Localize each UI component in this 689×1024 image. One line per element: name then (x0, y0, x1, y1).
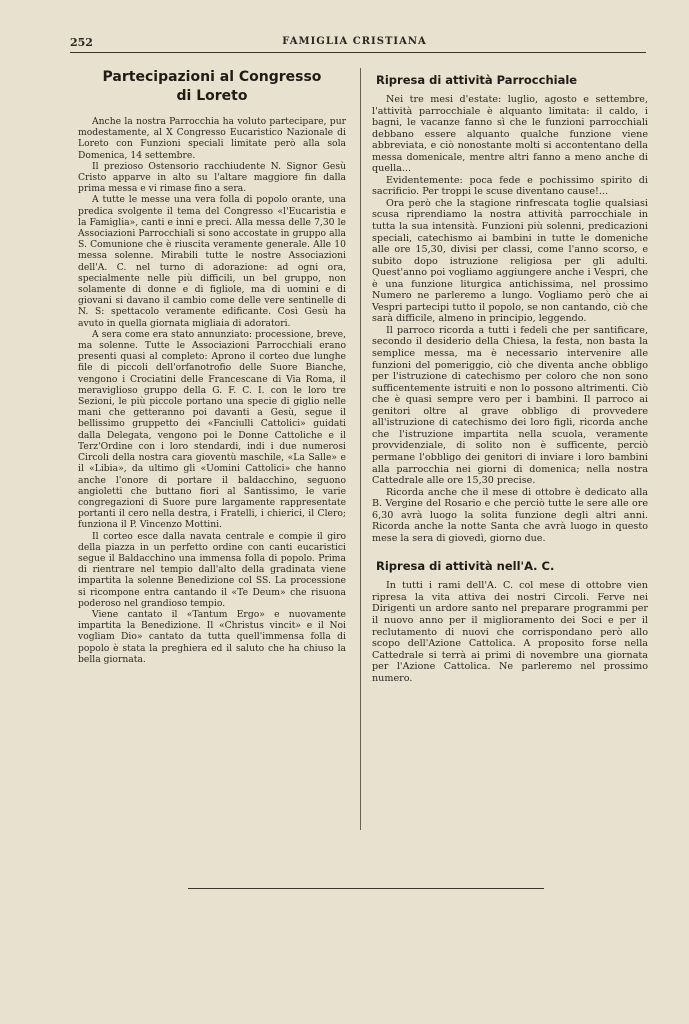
paragraph: Evidentemente: poca fede e pochissimo spirito di sacrificio. Per troppi le scuse diventano cause!... (372, 174, 648, 198)
bottom-divider (188, 888, 544, 889)
paragraph: Ricorda anche che il mese di ottobre è dedicato alla B. Vergine del Rosario e che perciò tutte le sere alle ore 6,30 avrà luogo la solita funzione degli altri anni. Ricorda anche la notte Santa che avrà luogo in questo mese la sera di giovedì, giorno due. (372, 486, 648, 544)
magazine-title: FAMIGLIA CRISTIANA (282, 36, 427, 47)
paragraph: A tutte le messe una vera folla di popolo orante, una predica svolgente il tema del Congresso «l'Eucaristia e la Famiglia», canti e inni e preci. Alla messa delle 7,30 le Associazioni Parrocchiali si sono accostate in gruppo alla S. Comunione che è riuscita veramente generale. Alle 10 messa solenne. Mirabili tutte le nostre Associazioni dell'A. C. nel turno di adorazione: ad ogni ora, specialmente nelle più difficili, un bel gruppo, non solamente di donne e di figliole, ma di uomini e di giovani si davano il cambio come delle vere sentinelle di N. S: spettacolo veramente edificante. Così Gesù ha avuto in quella giornata migliaia di adoratori. (78, 194, 346, 329)
paragraph: Il corteo esce dalla navata centrale e compie il giro della piazza in un perfetto ordine con canti eucaristici segue il Baldacchino una immensa folla di popolo. Prima di rientrare nel tempio dall'alto della gradinata viene impartita la solenne Benedizione col SS. La processione si ricompone entra cantando il «Te Deum» che risuona poderoso nel grandioso tempio. (78, 530, 346, 609)
section-title-catholic-action: Ripresa di attività nell'A. C. (376, 559, 555, 574)
paragraph: In tutti i rami dell'A. C. col mese di ottobre vien ripresa la vita attiva dei nostri Circoli. Ferve nei Dirigenti un ardore santo nel preparare programmi per il nuovo anno per il miglioramento dei Soci e per il reclutamento di nuovi che corrispondano però allo scopo dell'Azione Cattolica. A proposito forse nella Cattedrale si terrà ai primi di novembre una giornata per l'Azione Cattolica. Ne parleremo nel prossimo numero. (372, 580, 648, 684)
article-title-line-1: Partecipazioni al Congresso (102, 69, 322, 85)
paragraph: Ora però che la stagione rinfrescata toglie qualsiasi scusa riprendiamo la nostra attività parrocchiale in tutta la sua intensità. Funzioni più solenni, predicazioni speciali, catechismo ai bambini in tutte le domeniche alle ore 15,30, divisi per classi, come l'anno scorso, e subito dopo istruzione religiosa per gli adulti. Quest'anno poi vogliamo aggiungere anche i Vespri, che è una funzione liturgica antichissima, nel prossimo Numero ne parleremo a lungo. Vogliamo però che ai Vespri partecipi tutto il popolo, se non cantando, ciò che sarà difficile, almeno in principio, leggendo. (372, 197, 648, 325)
paragraph: Anche la nostra Parrocchia ha voluto partecipare, pur modestamente, al X Congresso Eucaristico Nazionale di Loreto con Funzioni speciali limitate però alla sola Domenica, 14 settembre. (78, 116, 346, 161)
article-title (78, 68, 346, 106)
article-title-line-2: di Loreto (176, 88, 248, 104)
right-column (372, 68, 648, 684)
column-divider (360, 68, 361, 830)
paragraph: Il prezioso Ostensorio racchiudente N. Signor Gesù Cristo apparve in alto su l'altare maggiore fin dalla prima messa e vi rimase fino a sera. (78, 160, 346, 195)
section-title-parish: Ripresa di attività Parrocchiale (376, 73, 578, 87)
paragraph: A sera come era stato annunziato: processione, breve, ma solenne. Tutte le Associazioni Parrocchiali erano presenti quasi al completo: Aprono il corteo due lunghe file di piccoli dell'orfanotrofio delle Suore Bianche, vengono i Crociatini delle Francescane di Via Roma, il meraviglioso gruppo della G. F. C. I. con le loro tre Sezioni, le più piccole portano una specie di giglio nelle mani che getteranno poi davanti a Gesù, segue il bellissimo gruppetto dei «Fanciulli Cattolici» guidati dalla Delegata, vengono poi le Donne Cattoliche e il Terz'Ordine con i loro stendardi, indi i due numerosi Circoli della nostra cara gioventù maschile, «La Salle» e il «Libia», da ultimo gli «Uomini Cattolici» che hanno anche l'onore di portare il baldacchino, seguono angioletti che buttano fiori al Santissimo, le varie congregazioni di Suore pure largamente rappresentate portanti il cero nella destra, i Fratelli, i chierici, il Clero; funziona il P. Vincenzo Mottini. (78, 328, 346, 531)
page-number: 252 (70, 36, 93, 49)
header-divider (70, 52, 646, 53)
paragraph: Il parroco ricorda a tutti i fedeli che per santificare, secondo il desiderio della Chiesa, la festa, non basta la semplice messa, ma è necessario intervenire alle funzioni del pomeriggio, ciò che diventa anche obbligo per l'istruzione di catechismo per coloro che non sono sufficentemente istruiti e non lo possono altrimenti. Ciò che è quasi sempre vero per i bambini. Il parroco ai genitori oltre al grave obbligo di provvedere all'istruzione di catechismo dei loro figli, ricorda anche che l'istruzione impartita nella scuola, veramente provvidenziale, di solito non è sufficente, perciò permane l'obbligo dei genitori di inviare i loro bambini alla parrocchia nei giorni di domenica; nella nostra Cattedrale alle ore 15,30 precise. (372, 324, 648, 487)
paragraph: Nei tre mesi d'estate: luglio, agosto e settembre, l'attività parrocchiale è alquanto limitata: il caldo, i bagni, le vacanze fanno sì che le funzioni parrocchiali debbano essere alquanto qualche funzione viene abbreviata, e ciò nonostante molti si accontentano della messa domenicale, mentre altri fanno a meno anche di quella... (372, 94, 648, 175)
paragraph: Viene cantato il «Tantum Ergo» e nuovamente impartita la Benedizione. Il «Christus vincit» e il Noi vogliam Dio» cantato da tutta quell'immensa folla di popolo è stata la preghiera ed il saluto che ha chiuso la bella giornata. (78, 608, 346, 665)
left-column (78, 68, 346, 665)
